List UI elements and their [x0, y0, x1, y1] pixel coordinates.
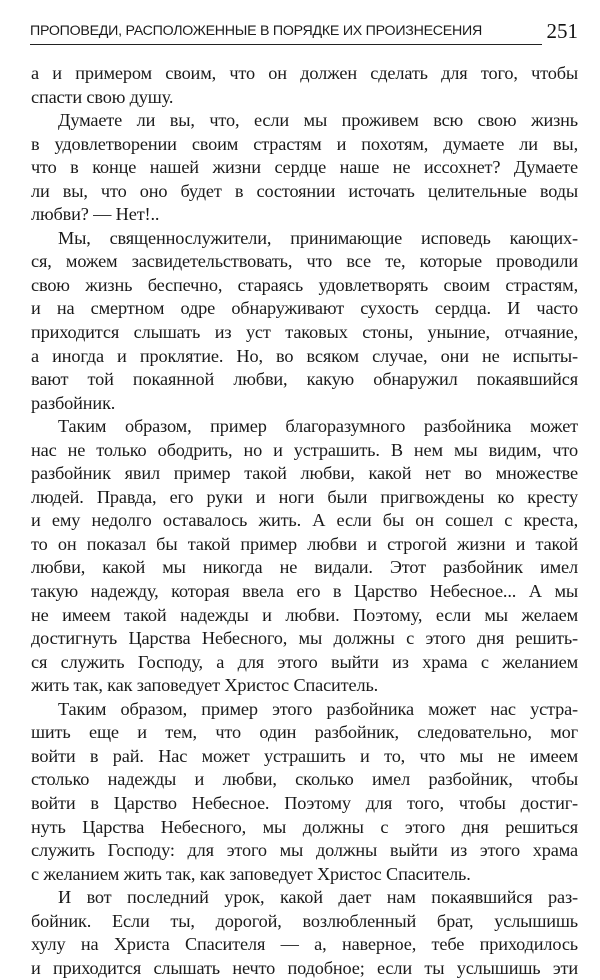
- text-line: любви, какой мы никогда не видали. Этот разбойник имел: [31, 557, 578, 578]
- text-line: и ему недолго оставалось жить. А если бы он сошел с креста,: [31, 510, 578, 531]
- text-line: войти в Царство Небесное. Поэтому для того, чтобы достиг-: [31, 792, 578, 813]
- text-line: людей. Правда, его руки и ноги были пригвождены ко кресту: [31, 486, 578, 507]
- text-line: ли вы, что оно будет в состоянии источать целительные воды: [31, 180, 578, 201]
- text-line: вают той покаянной любви, какую обнаружил покаявшийся: [31, 369, 578, 390]
- running-title: ПРОПОВЕДИ, РАСПОЛОЖЕННЫЕ В ПОРЯДКЕ ИХ ПРОИЗНЕСЕНИЯ: [30, 23, 482, 39]
- text-line: спасти свою душу.: [31, 86, 174, 107]
- text-line: разбойник явил пример такой любви, какой нет во множестве: [31, 463, 578, 484]
- text-line: с желанием жить так, как заповедует Христос Спаситель.: [31, 863, 471, 884]
- text-line: и приходится слышать нечто подобное; если ты услышишь эти: [31, 957, 578, 978]
- text-line: жить так, как заповедует Христос Спаситель.: [31, 675, 379, 696]
- text-line: хулу на Христа Спасителя — а, наверное, тебе приходилось: [31, 934, 578, 955]
- text-line: Думаете ли вы, что, если мы проживем всю свою жизнь: [58, 110, 578, 131]
- text-line: достигнуть Царства Небесного, мы должны с этого дня решить-: [31, 628, 578, 649]
- text-line: ся, можем засвидетельствовать, что все те, которые проводили: [31, 251, 578, 272]
- text-line: что в конце нашей жизни сердце наше не иссохнет? Думаете: [31, 157, 578, 178]
- header-rule: [30, 44, 542, 45]
- text-line: войти в рай. Нас может устрашить и то, что мы не имеем: [31, 745, 578, 766]
- text-line: то он показал бы такой пример любви и строгой жизни и такой: [31, 533, 578, 554]
- text-line: бойник. Если ты, дорогой, возлюбленный брат, услышишь: [31, 910, 578, 931]
- text-line: столько надежды и любви, сколько имел разбойник, чтобы: [31, 769, 578, 790]
- text-line: нуть Царства Небесного, мы должны с этого дня решиться: [31, 816, 578, 837]
- text-line: такую надежду, которая ввела его в Царство Небесное... А мы: [31, 581, 578, 602]
- text-line: шить еще и тем, что один разбойник, следовательно, мог: [31, 722, 578, 743]
- text-line: любви? — Нет!..: [31, 204, 160, 225]
- text-line: разбойник.: [31, 392, 116, 413]
- text-line: в удовлетворении своим страстям и похотям, думаете ли вы,: [31, 133, 578, 154]
- page-number: 251: [546, 19, 578, 43]
- text-line: Таким образом, пример благоразумного разбойника может: [58, 416, 578, 437]
- text-line: свою жизнь беспечно, стараясь удовлетворять своим страстям,: [31, 274, 578, 295]
- text-line: служить Господу: для этого мы должны выйти из этого храма: [31, 840, 578, 861]
- body-text: [31, 62, 578, 980]
- running-header: [30, 20, 578, 46]
- text-line: Таким образом, пример этого разбойника может нас устра-: [58, 698, 578, 719]
- text-line: И вот последний урок, какой дает нам покаявшийся раз-: [58, 887, 578, 908]
- text-line: не имеем такой надежды и любви. Поэтому, если мы желаем: [31, 604, 578, 625]
- text-line: а иногда и проклятие. Но, во всяком случае, они не испыты-: [31, 345, 578, 366]
- text-line: Мы, священнослужители, принимающие исповедь кающих-: [58, 227, 578, 248]
- text-line: а и примером своим, что он должен сделать для того, чтобы: [31, 63, 578, 83]
- text-line: приходится слышать из уст таковых стоны, уныние, отчаяние,: [31, 322, 578, 343]
- text-line: нас не только ободрить, но и устрашить. В нем мы видим, что: [31, 439, 578, 460]
- text-line: ся служить Господу, а для этого выйти из храма с желанием: [31, 651, 578, 672]
- text-line: и на смертном одре обнаруживают сухость сердца. И часто: [31, 298, 578, 319]
